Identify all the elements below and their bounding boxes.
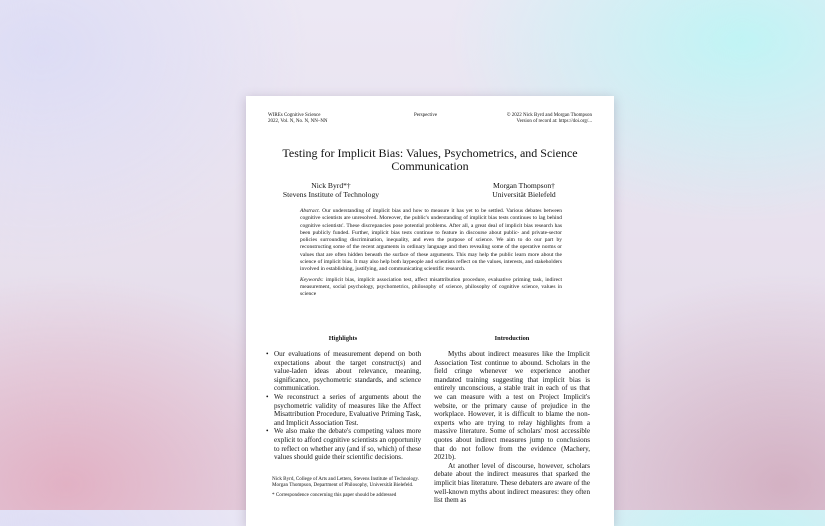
author-affiliation: Stevens Institute of Technology (282, 190, 380, 199)
highlight-item (266, 427, 421, 461)
journal-name: WIREs Cognitive Science (268, 113, 321, 118)
highlights-heading: Highlights (328, 335, 358, 342)
author-name: Nick Byrd*† (311, 181, 351, 190)
bullet-icon: • (266, 350, 269, 358)
highlight-item (266, 393, 421, 427)
paper-page (246, 96, 614, 526)
affiliation-note: Nick Byrd, College of Arts and Letters, Stevens Institute of Technology. Morgan Thompson, Department of Philosophy, Universität Bielefeld. (272, 476, 420, 489)
journal-volume: 2022, Vol. N, No. N, NN–NN (268, 119, 328, 124)
correspondence-note: * Correspondence concerning this paper should be addressed (272, 491, 397, 498)
intro-paragraph: At another level of discourse, however, scholars debate about the indirect measures that sparked the implicit bias literature. These debaters are aware of the well-known myths about indirect measures: they often list them as (434, 461, 590, 505)
journal-header (268, 113, 328, 125)
abstract-paragraph (300, 208, 562, 274)
highlight-item (266, 350, 421, 393)
abstract-section (300, 208, 562, 302)
highlight-text: We also make the debate's competing values more explicit to afford cognitive scientists an opportunity to reflect on whether any (and if so, which) of these values should guide their scientific decisions. (274, 427, 421, 462)
author-block-1 (276, 181, 386, 199)
title-line-2: Communication (391, 159, 469, 173)
bullet-icon: • (266, 392, 269, 401)
copyright-header (507, 113, 592, 125)
author-block-2 (464, 181, 584, 199)
abstract-text: Our understanding of implicit bias and how to measure it has yet to be settled. Various debates between cognitive scientists are unresolved. Moreover, the public's understanding of implicit bias tests continues to lag behind cognitive scientists'. These discrepancies pose potential problems. After all, a great deal of implicit bias research has been publicly funded. Further, implicit bias tests continue to feature in discourse about public- and private-sector policies surrounding discrimination, inequality, and even the purpose of science. We aim to do our part by reconstructing some of the recent arguments in ordinary language and then revealing some of the operative norms or values that are often hidden beneath the surface of these arguments. This may help the public learn more about the science of implicit bias. It may also help both laypeople and scientists reflect on the values, interests, and stakeholders involved in establishing, justifying, and communicating scientific research. (300, 208, 562, 273)
article-type: Perspective (414, 113, 438, 118)
copyright-line: © 2022 Nick Byrd and Morgan Thompson (506, 113, 592, 118)
keywords-paragraph (300, 277, 562, 299)
highlight-text: Our evaluations of measurement depend on both expectations about the target construct(s) and value-laden ideas about relevance, meaning, significance, psychometric standards, and science communication. (274, 350, 421, 393)
highlights-list (266, 350, 421, 462)
introduction-heading: Introduction (494, 335, 530, 342)
introduction-body (434, 350, 590, 505)
keywords-label: Keywords: (300, 276, 324, 283)
author-affiliation: Universität Bielefeld (492, 190, 556, 199)
highlight-text: We reconstruct a series of arguments about the psychometric validity of measures like the Affect Misattribution Procedure, Evaluative Priming Task, and Implicit Association Test. (274, 392, 421, 427)
title-line-1: Testing for Implicit Bias: Values, Psychometrics, and Science (282, 146, 578, 160)
author-note (272, 476, 422, 501)
abstract-label: Abstract. (300, 208, 321, 214)
intro-paragraph: Myths about indirect measures like the Implicit Association Test continue to abound. Scholars in the field cringe whenever we experience another mandated training suggesting that implicit bias is entirely unconscious, a stable trait in each of us that we can measure with a test on Project Implicit's website, or the primary cause of prejudice in the workplace. However, it is difficult to blame the non-experts who are trying to relay highlights from a massive literature. Some of scholars' most accessible quotes about indirect measures jump to conclusions that do not follow from the evidence (Machery, 2021b). (434, 350, 590, 462)
bullet-icon: • (266, 427, 269, 436)
paper-title (266, 147, 594, 173)
doi-line: Version of record at: https://doi.org/... (516, 119, 592, 124)
keywords-text: implicit bias, implicit association test, affect misattribution procedure, evaluative priming task, indirect measurement, social psychology, psychometrics, philosophy of science, philosophy of cognitive science, values in science (300, 276, 562, 298)
author-name: Morgan Thompson† (493, 181, 555, 190)
